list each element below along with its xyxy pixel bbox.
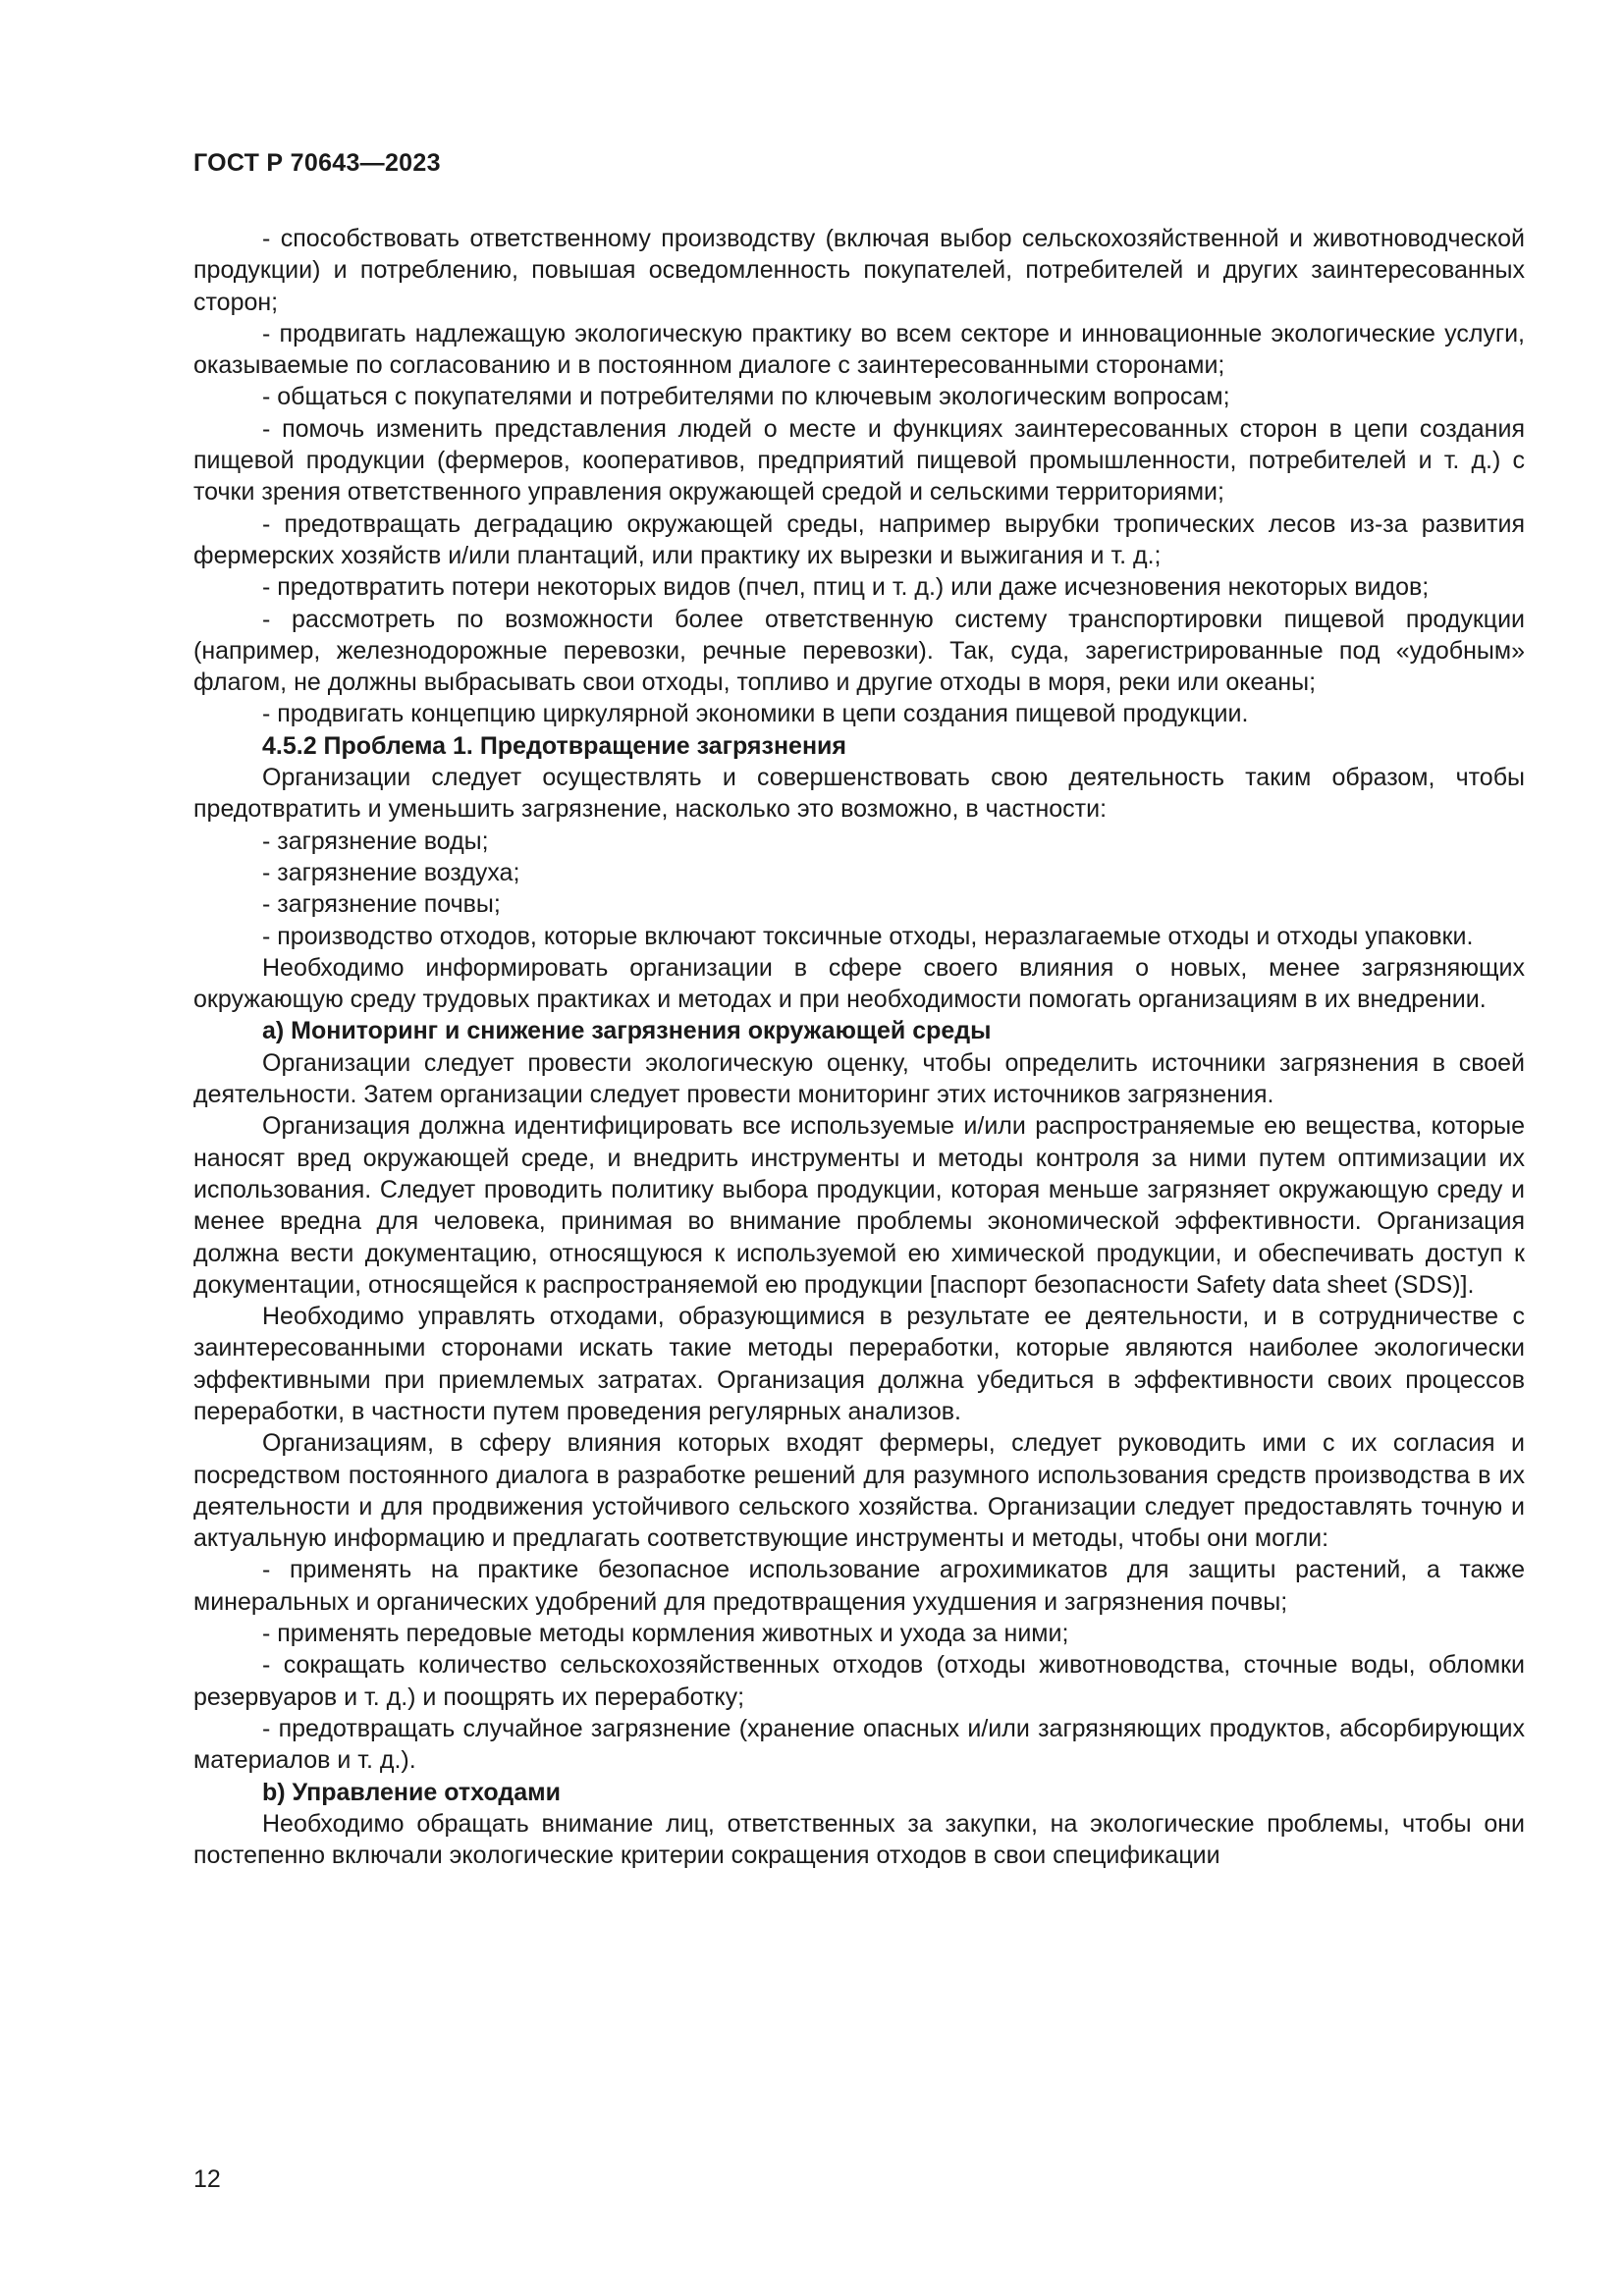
- list-item: - применять передовые методы кормления животных и ухода за ними;: [262, 1620, 1069, 1648]
- list-item: - загрязнение почвы;: [262, 890, 501, 919]
- subsection-heading: a) Мониторинг и снижение загрязнения окружающей среды: [262, 1017, 992, 1045]
- list-item: - производство отходов, которые включают токсичные отходы, неразлагаемые отходы и отходы упаковки.: [262, 922, 1474, 950]
- paragraph: Организация должна идентифицировать все используемые и/или распространяемые ею вещества, которые наносят вред окружающей среде, и внедрить инструменты и методы контроля за ними путем оптимизации их использования. Следует проводить политику выбора продукции, которая меньше загрязняет окружающую среду и менее вредна для человека, принимая во внимание проблемы экономической эффективности. Организация должна вести документацию, относящуюся к используемой ею химической продукции, и обеспечивать доступ к документации, относящейся к распространяемой ею продукции [паспорт безопасности Safety data sheet (SDS)].: [193, 1112, 1525, 1299]
- paragraph: Необходимо информировать организации в сфере своего влияния о новых, менее загрязняющих окружающую среду трудовых практиках и методах и при необходимости помогать организациям в их внедрении.: [193, 953, 1525, 1014]
- paragraph: Организациям, в сферу влияния которых входят фермеры, следует руководить ими с их согласия и посредством постоянного диалога в разработке решений для разумного использования средств производства в их деятельности и для продвижения устойчивого сельского хозяйства. Организации следует предоставлять точную и актуальную информацию и предлагать соответствующие инструменты и методы, чтобы они могли:: [193, 1429, 1525, 1553]
- list-item: - загрязнение воздуха;: [262, 858, 520, 886]
- subsection-heading: b) Управление отходами: [262, 1778, 561, 1806]
- paragraph: Организации следует осуществлять и совершенствовать свою деятельность таким образом, чтобы предотвратить и уменьшить загрязнение, насколько это возможно, в частности:: [193, 764, 1525, 824]
- list-item: - общаться с покупателями и потребителями по ключевым экологическим вопросам;: [262, 383, 1230, 411]
- list-item: - предотвращать случайное загрязнение (хранение опасных и/или загрязняющих продуктов, абсорбирующих материалов и т. д.).: [193, 1714, 1525, 1775]
- list-item: - применять на практике безопасное использование агрохимикатов для защиты растений, а также минеральных и органических удобрений для предотвращения ухудшения и загрязнения почвы;: [193, 1556, 1525, 1616]
- document-header: ГОСТ Р 70643—2023: [193, 149, 441, 177]
- document-page: [193, 0, 1525, 2296]
- page-number: 12: [193, 2165, 221, 2193]
- list-item: - сокращать количество сельскохозяйственных отходов (отходы животноводства, сточные воды, обломки резервуаров и т. д.) и поощрять их переработку;: [193, 1651, 1525, 1711]
- list-item: - продвигать концепцию циркулярной экономики в цепи создания пищевой продукции.: [262, 700, 1249, 728]
- list-item: - помочь изменить представления людей о месте и функциях заинтересованных сторон в цепи создания пищевой продукции (фермеров, кооперативов, предприятий пищевой промышленности, потребителей и т. д.) с точки зрения ответственного управления окружающей средой и сельскими территориями;: [193, 414, 1525, 507]
- list-item: - предотвратить потери некоторых видов (пчел, птиц и т. д.) или даже исчезновения некоторых видов;: [262, 573, 1430, 602]
- list-item: - продвигать надлежащую экологическую практику во всем секторе и инновационные экологические услуги, оказываемые по согласованию и в постоянном диалоге с заинтересованными сторонами;: [193, 319, 1525, 380]
- section-heading: 4.5.2 Проблема 1. Предотвращение загрязнения: [262, 731, 847, 760]
- paragraph: Необходимо обращать внимание лиц, ответственных за закупки, на экологические проблемы, чтобы они постепенно включали экологические критерии сокращения отходов в свои спецификации: [193, 1809, 1525, 1870]
- paragraph: Организации следует провести экологическую оценку, чтобы определить источники загрязнения в своей деятельности. Затем организации следует провести мониторинг этих источников загрязнения.: [193, 1048, 1525, 1109]
- document-body: [193, 223, 1525, 1871]
- list-item: - способствовать ответственному производству (включая выбор сельскохозяйственной и животноводческой продукции) и потреблению, повышая осведомленность покупателей, потребителей и других заинтересованных сторон;: [193, 225, 1525, 316]
- list-item: - предотвращать деградацию окружающей среды, например вырубки тропических лесов из-за развития фермерских хозяйств и/или плантаций, или практику их вырезки и выжигания и т. д.;: [193, 509, 1525, 569]
- paragraph: Необходимо управлять отходами, образующимися в результате ее деятельности, и в сотрудничестве с заинтересованными сторонами искать такие методы переработки, которые являются наиболее экологически эффективными при приемлемых затратах. Организация должна убедиться в эффективности своих процессов переработки, в частности путем проведения регулярных анализов.: [193, 1303, 1525, 1425]
- list-item: - рассмотреть по возможности более ответственную систему транспортировки пищевой продукции (например, железнодорожные перевозки, речные перевозки). Так, суда, зарегистрированные под «удобным» флагом, не должны выбрасывать свои отходы, топливо и другие отходы в моря, реки или океаны;: [193, 605, 1525, 697]
- list-item: - загрязнение воды;: [262, 827, 489, 855]
